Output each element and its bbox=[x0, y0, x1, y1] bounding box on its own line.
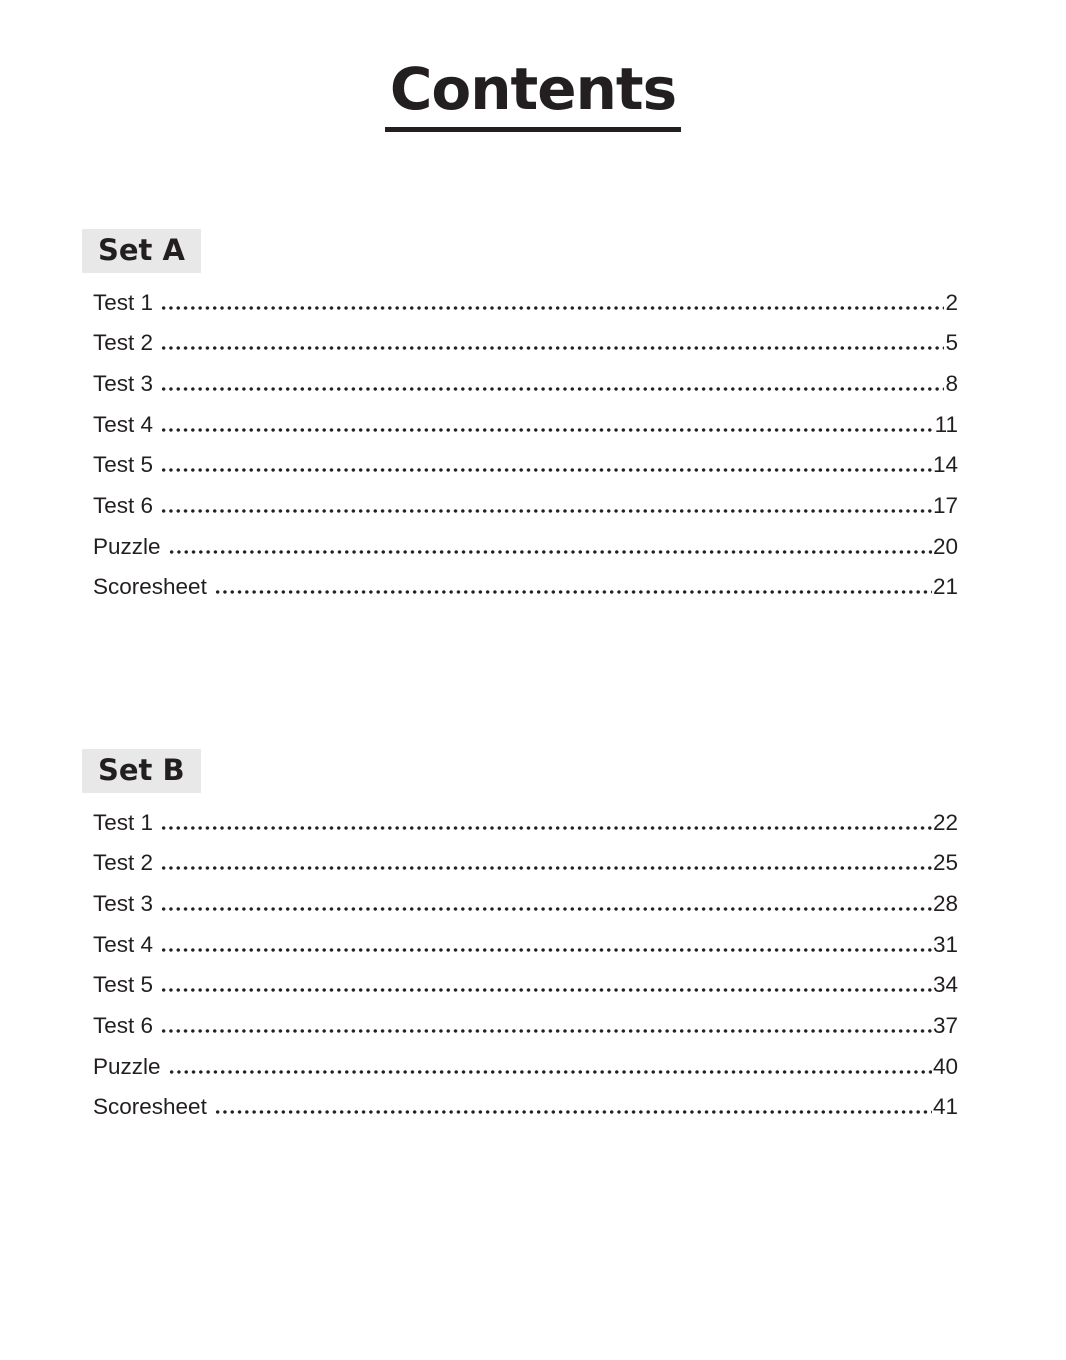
entry-page-number: 11 bbox=[934, 411, 958, 437]
section-label: Set A bbox=[82, 229, 201, 273]
toc-list bbox=[82, 283, 958, 608]
entry-label: Test 5 bbox=[93, 972, 154, 998]
toc-entry bbox=[93, 445, 958, 486]
entry-page-number: 41 bbox=[932, 1094, 958, 1120]
dot-leader bbox=[160, 428, 934, 432]
entry-label: Puzzle bbox=[93, 1053, 161, 1079]
entry-label: Test 1 bbox=[93, 289, 154, 315]
entry-label: Test 6 bbox=[93, 492, 154, 518]
entry-label: Scoresheet bbox=[93, 574, 207, 600]
toc-entry bbox=[93, 1006, 958, 1047]
section-label: Set B bbox=[82, 749, 201, 793]
dot-leader bbox=[160, 826, 932, 830]
dot-leader bbox=[214, 1110, 932, 1114]
dot-leader bbox=[160, 948, 932, 952]
dot-leader bbox=[214, 590, 932, 594]
entry-label: Test 3 bbox=[93, 891, 154, 917]
entry-label: Test 2 bbox=[93, 850, 154, 876]
toc-entry bbox=[93, 405, 958, 446]
title-area bbox=[0, 0, 1066, 132]
entry-page-number: 14 bbox=[932, 452, 958, 478]
dot-leader bbox=[160, 1029, 932, 1033]
toc-list bbox=[82, 803, 958, 1128]
dot-leader bbox=[160, 306, 944, 310]
toc-entry bbox=[93, 843, 958, 884]
toc-section bbox=[82, 229, 958, 608]
entry-page-number: 22 bbox=[932, 809, 958, 835]
dot-leader bbox=[160, 509, 932, 513]
page-title: Contents bbox=[385, 56, 681, 132]
toc-entry bbox=[93, 1047, 958, 1088]
entry-label: Test 4 bbox=[93, 411, 154, 437]
toc-entry bbox=[93, 884, 958, 925]
toc-entry bbox=[93, 527, 958, 568]
dot-leader bbox=[168, 550, 932, 554]
toc-sections bbox=[82, 229, 958, 1128]
dot-leader bbox=[160, 346, 944, 350]
entry-label: Test 4 bbox=[93, 931, 154, 957]
toc-entry bbox=[93, 486, 958, 527]
toc-entry bbox=[93, 567, 958, 608]
entry-page-number: 37 bbox=[932, 1013, 958, 1039]
entry-page-number: 31 bbox=[932, 931, 958, 957]
entry-page-number: 2 bbox=[945, 289, 958, 315]
entry-page-number: 5 bbox=[945, 330, 958, 356]
entry-page-number: 8 bbox=[945, 370, 958, 396]
entry-label: Test 5 bbox=[93, 452, 154, 478]
toc-entry bbox=[93, 965, 958, 1006]
dot-leader bbox=[160, 907, 932, 911]
entry-page-number: 25 bbox=[932, 850, 958, 876]
dot-leader bbox=[168, 1070, 932, 1074]
entry-label: Puzzle bbox=[93, 533, 161, 559]
entry-label: Test 3 bbox=[93, 370, 154, 396]
dot-leader bbox=[160, 387, 944, 391]
entry-page-number: 40 bbox=[932, 1053, 958, 1079]
dot-leader bbox=[160, 988, 932, 992]
toc-entry bbox=[93, 925, 958, 966]
entry-label: Scoresheet bbox=[93, 1094, 207, 1120]
dot-leader bbox=[160, 468, 932, 472]
toc-entry bbox=[93, 364, 958, 405]
entry-label: Test 2 bbox=[93, 330, 154, 356]
dot-leader bbox=[160, 866, 932, 870]
entry-page-number: 28 bbox=[932, 891, 958, 917]
entry-page-number: 21 bbox=[932, 574, 958, 600]
entry-page-number: 17 bbox=[932, 492, 958, 518]
toc-section bbox=[82, 749, 958, 1128]
toc-entry bbox=[93, 803, 958, 844]
toc-entry bbox=[93, 1087, 958, 1128]
entry-label: Test 1 bbox=[93, 809, 154, 835]
entry-page-number: 20 bbox=[932, 533, 958, 559]
toc-entry bbox=[93, 323, 958, 364]
toc-entry bbox=[93, 283, 958, 324]
entry-page-number: 34 bbox=[932, 972, 958, 998]
entry-label: Test 6 bbox=[93, 1013, 154, 1039]
